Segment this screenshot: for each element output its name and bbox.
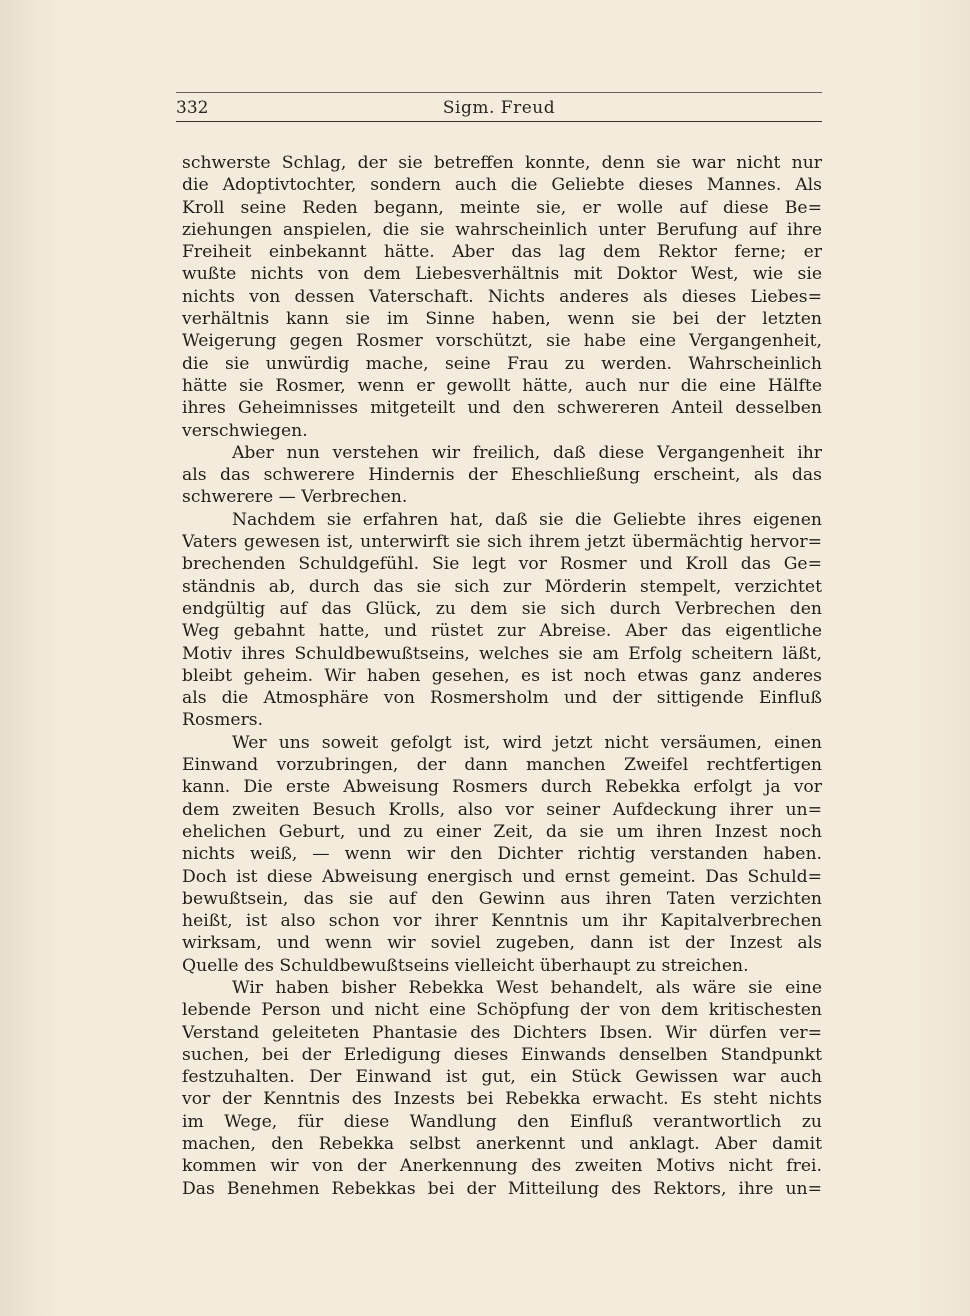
text-line: Kroll seine Reden begann, meinte sie, er wolle auf diese Be= <box>182 197 822 218</box>
text-line: verschwiegen. <box>182 420 308 441</box>
text-line: Vaters gewesen ist, unterwirft sie sich ihrem jetzt übermächtig hervor= <box>182 532 822 553</box>
text-line: ihres Geheimnisses mitgeteilt und den schwereren Anteil desselben <box>182 398 822 419</box>
text-line: kann. Die erste Abweisung Rosmers durch Rebekka erfolgt ja vor <box>182 777 822 798</box>
text-line: Rosmers. <box>182 710 264 731</box>
text-line: ständnis ab, durch das sie sich zur Mörderin stempelt, verzichtet <box>182 576 822 597</box>
text-line: wirksam, und wenn wir soviel zugeben, dann ist der Inzest als <box>182 933 822 954</box>
text-line: suchen, bei der Erledigung dieses Einwands denselben Standpunkt <box>182 1044 822 1065</box>
text-line: nichts von dessen Vaterschaft. Nichts anderes als dieses Liebes= <box>182 286 822 307</box>
text-line: endgültig auf das Glück, zu dem sie sich durch Verbrechen den <box>182 598 822 619</box>
text-line: die sie unwürdig mache, seine Frau zu werden. Wahrscheinlich <box>182 353 822 374</box>
text-line: vor der Kenntnis des Inzests bei Rebekka erwacht. Es steht nichts <box>182 1089 822 1110</box>
text-line: die Adoptivtochter, sondern auch die Geliebte dieses Mannes. Als <box>182 175 822 196</box>
text-line: dem zweiten Besuch Krolls, also vor seiner Aufdeckung ihrer un= <box>182 799 822 820</box>
text-line: schwerere — Verbrechen. <box>182 487 408 508</box>
text-line: verhältnis kann sie im Sinne haben, wenn sie bei der letzten <box>182 309 822 330</box>
text-line: Aber nun verstehen wir freilich, daß diese Vergangenheit ihr <box>232 442 822 463</box>
text-line: Weg gebahnt hatte, und rüstet zur Abreise. Aber das eigentliche <box>182 621 822 642</box>
header-rule-top <box>176 92 822 93</box>
text-line: machen, den Rebekka selbst anerkennt und anklagt. Aber damit <box>182 1134 822 1155</box>
text-line: Das Benehmen Rebekkas bei der Mitteilung des Rektors, ihre un= <box>182 1178 822 1199</box>
text-line: Verstand geleiteten Phantasie des Dichters Ibsen. Wir dürfen ver= <box>182 1022 822 1043</box>
text-line: Motiv ihres Schuldbewußtseins, welches sie am Erfolg scheitern läßt, <box>182 643 822 664</box>
text-line: lebende Person und nicht eine Schöpfung der von dem kritischesten <box>182 1000 822 1021</box>
text-line: als das schwerere Hindernis der Eheschließung erscheint, als das <box>182 465 822 486</box>
header-rule-bottom <box>176 121 822 122</box>
text-line: Nachdem sie erfahren hat, daß sie die Geliebte ihres eigenen <box>232 509 822 530</box>
text-line: nichts weiß, — wenn wir den Dichter richtig verstanden haben. <box>182 844 822 865</box>
text-line: als die Atmosphäre von Rosmersholm und der sittigende Einfluß <box>182 688 822 709</box>
text-line: Weigerung gegen Rosmer vorschützt, sie habe eine Vergangenheit, <box>182 331 822 352</box>
text-line: Quelle des Schuldbewußtseins vielleicht überhaupt zu streichen. <box>182 955 749 976</box>
page-number: 332 <box>176 98 209 118</box>
text-line: heißt, ist also schon vor ihrer Kenntnis um ihr Kapitalverbrechen <box>182 911 822 932</box>
page-header <box>176 90 822 124</box>
text-line: festzuhalten. Der Einwand ist gut, ein Stück Gewissen war auch <box>182 1067 822 1088</box>
body-text <box>182 152 822 1200</box>
text-line: brechenden Schuldgefühl. Sie legt vor Rosmer und Kroll das Ge= <box>182 554 822 575</box>
text-line: im Wege, für diese Wandlung den Einfluß verantwortlich zu <box>182 1111 822 1132</box>
text-line: kommen wir von der Anerkennung des zweiten Motivs nicht frei. <box>182 1156 822 1177</box>
text-line: Wir haben bisher Rebekka West behandelt, als wäre sie eine <box>232 977 822 998</box>
running-head: Sigm. Freud <box>442 98 556 118</box>
text-line: schwerste Schlag, der sie betreffen konnte, denn sie war nicht nur <box>182 153 822 173</box>
text-line: ziehungen anspielen, die sie wahrscheinlich unter Berufung auf ihre <box>182 219 822 240</box>
text-line: ehelichen Geburt, und zu einer Zeit, da sie um ihren Inzest noch <box>182 821 822 842</box>
text-line: Einwand vorzubringen, der dann manchen Zweifel rechtfertigen <box>182 755 822 776</box>
text-line: Wer uns soweit gefolgt ist, wird jetzt nicht versäumen, einen <box>232 732 822 753</box>
text-line: bewußtsein, das sie auf den Gewinn aus ihren Taten verzichten <box>182 888 822 909</box>
text-line: Freiheit einbekannt hätte. Aber das lag dem Rektor ferne; er <box>182 242 822 263</box>
text-line: bleibt geheim. Wir haben gesehen, es ist noch etwas ganz anderes <box>182 665 822 686</box>
text-line: wußte nichts von dem Liebesverhältnis mit Doktor West, wie sie <box>182 264 822 285</box>
text-line: hätte sie Rosmer, wenn er gewollt hätte, auch nur die eine Hälfte <box>182 375 822 396</box>
text-line: Doch ist diese Abweisung energisch und ernst gemeint. Das Schuld= <box>182 866 822 887</box>
